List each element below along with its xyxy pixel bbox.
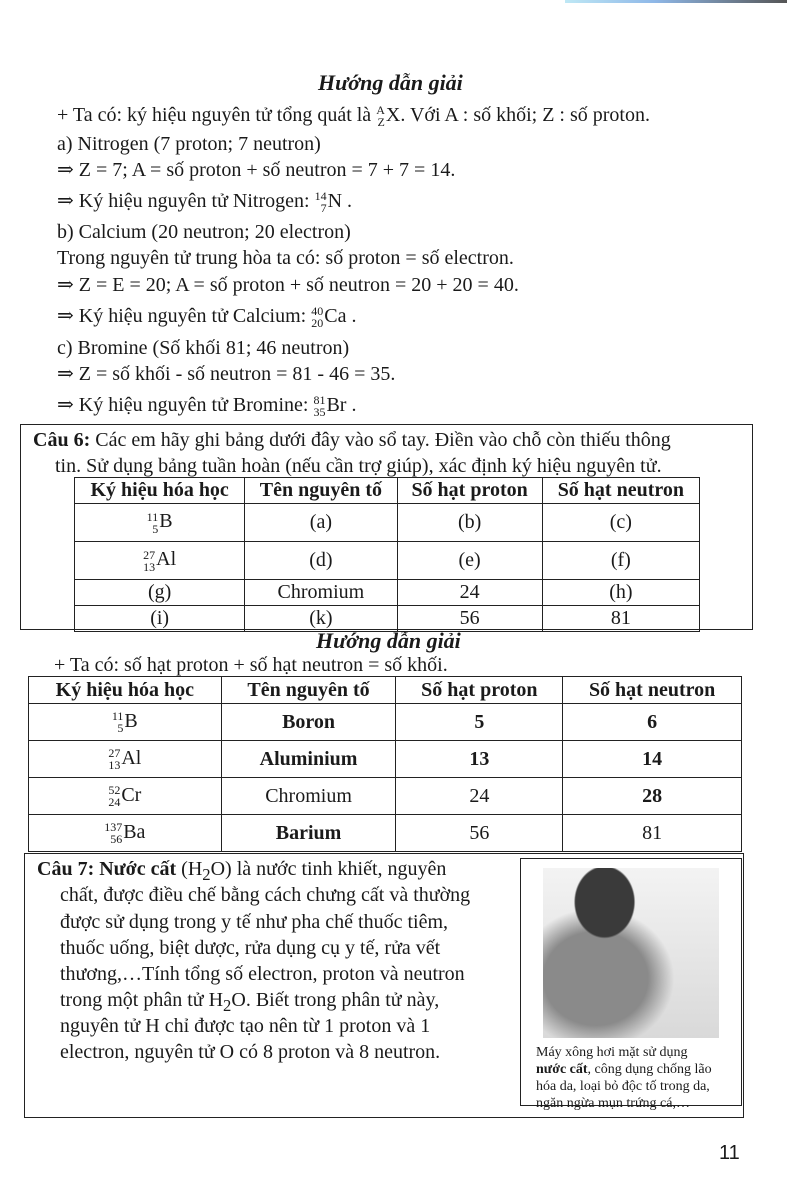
- cell-symbol: 27 13 Al: [29, 741, 222, 778]
- formula-open: (H: [176, 858, 203, 880]
- intro-text-end: . Với A : số khối; Z : số proton.: [400, 104, 650, 126]
- formula-sub: 2: [223, 996, 232, 1015]
- formula-close: O): [210, 858, 232, 880]
- question7-text: O. Biết trong phân tử này,: [231, 989, 440, 1011]
- cell-proton: 56: [397, 606, 542, 632]
- face-steamer-photo: [543, 868, 719, 1038]
- scan-edge-strip: [565, 0, 787, 3]
- part-c-line1: ⇒ Z = số khối - số neutron = 81 - 46 = 35.: [57, 363, 396, 385]
- cell-proton: 24: [396, 778, 563, 815]
- page-number: 11: [719, 1142, 740, 1164]
- part-a-line2: [57, 189, 352, 214]
- part-a-text: ⇒ Ký hiệu nguyên tử Nitrogen:: [57, 190, 315, 212]
- question6-line1: [33, 428, 671, 452]
- header-neutron: Số hạt neutron: [542, 478, 699, 504]
- part-a-line1: ⇒ Z = 7; A = số proton + số neutron = 7 + 7 = 14.: [57, 159, 456, 181]
- isotope-calcium: 40 20: [311, 304, 324, 331]
- cell-symbol: 27 13 Al: [75, 542, 245, 580]
- cell-proton: 13: [396, 741, 563, 778]
- cell-neutron: (c): [542, 504, 699, 542]
- cell-symbol: 11 5 B: [75, 504, 245, 542]
- part-c-text: ⇒ Ký hiệu nguyên tử Bromine:: [57, 394, 314, 416]
- caption-line3: hóa da, loại bỏ độc tố trong da,: [536, 1079, 710, 1094]
- question7-line3: được sử dụng trong y tế như pha chế thuốc tiêm,: [60, 911, 449, 933]
- cell-name: Boron: [221, 704, 396, 741]
- question7-line4: thuốc uống, biệt dược, rửa dụng cụ y tế, rửa vết: [60, 937, 441, 959]
- cell-proton: 5: [396, 704, 563, 741]
- question6-line2: tin. Sử dụng bảng tuần hoàn (nếu cần trợ giúp), xác định ký hiệu nguyên tử.: [55, 455, 662, 477]
- table-row: [75, 580, 700, 606]
- cell-neutron: 14: [563, 741, 742, 778]
- element-br: Br: [326, 394, 347, 416]
- part-b-line1: ⇒ Z = E = 20; A = số proton + số neutron = 20 + 20 = 40.: [57, 274, 519, 296]
- header-neutron: Số hạt neutron: [563, 677, 742, 704]
- question7-line2: chất, được điều chế bằng cách chưng cất và thường: [60, 884, 471, 906]
- answer-table: [28, 676, 742, 852]
- caption-line2: [536, 1061, 712, 1078]
- table-row: [75, 542, 700, 580]
- question6-label: Câu 6:: [33, 429, 91, 451]
- element-ca: Ca: [324, 305, 347, 327]
- cell-name: (a): [245, 504, 397, 542]
- cell-name: (d): [245, 542, 397, 580]
- caption-bold: nước cất: [536, 1062, 588, 1077]
- isotope-nitrogen: 14 7: [314, 189, 327, 216]
- solution-heading-1: Hướng dẫn giải: [318, 70, 463, 95]
- cell-name: Aluminium: [221, 741, 396, 778]
- formula-sub: 2: [202, 865, 211, 884]
- caption-line4: ngăn ngừa mụn trứng cá,…: [536, 1096, 690, 1111]
- period: .: [346, 394, 357, 416]
- question6-table: [74, 477, 700, 632]
- part-b-text: ⇒ Ký hiệu nguyên tử Calcium:: [57, 305, 312, 327]
- cell-symbol: 52 24 Cr: [29, 778, 222, 815]
- table-header-row: [29, 677, 742, 704]
- part-a-title: a) Nitrogen (7 proton; 7 neutron): [57, 133, 321, 155]
- header-name: Tên nguyên tố: [245, 478, 397, 504]
- cell-symbol: (i): [75, 606, 245, 632]
- header-symbol: Ký hiệu hóa học: [75, 478, 245, 504]
- section2-intro: + Ta có: số hạt proton + số hạt neutron = số khối.: [54, 654, 448, 676]
- cell-neutron: 28: [563, 778, 742, 815]
- table-row: [29, 815, 742, 852]
- part-b-line2: [57, 304, 356, 329]
- part-b-line0: Trong nguyên tử trung hòa ta có: số proton = số electron.: [57, 247, 514, 269]
- cell-proton: (b): [397, 504, 542, 542]
- table-row: [29, 704, 742, 741]
- period: .: [342, 190, 353, 212]
- cell-name: Chromium: [245, 580, 397, 606]
- cell-neutron: (f): [542, 542, 699, 580]
- question7-text: là nước tinh khiết, nguyên: [231, 858, 447, 880]
- cell-name: (k): [245, 606, 397, 632]
- question7-line8: electron, nguyên tử O có 8 proton và 8 neutron.: [60, 1041, 441, 1063]
- cell-symbol: 137 56 Ba: [29, 815, 222, 852]
- cell-name: Chromium: [221, 778, 396, 815]
- cell-proton: (e): [397, 542, 542, 580]
- cell-neutron: 6: [563, 704, 742, 741]
- part-b-title: b) Calcium (20 neutron; 20 electron): [57, 221, 351, 243]
- table-header-row: [75, 478, 700, 504]
- table-row: [29, 778, 742, 815]
- element-n: N: [327, 190, 343, 212]
- cell-name: Barium: [221, 815, 396, 852]
- part-c-title: c) Bromine (Số khối 81; 46 neutron): [57, 337, 350, 359]
- solution-heading-2: Hướng dẫn giải: [316, 628, 461, 653]
- isotope-bromine: 81 35: [313, 393, 326, 420]
- part-c-line2: [57, 393, 356, 418]
- isotope-general: A Z: [376, 103, 385, 130]
- cell-proton: 56: [396, 815, 563, 852]
- caption-text: , công dụng chống lão: [587, 1062, 712, 1077]
- cell-neutron: (h): [542, 580, 699, 606]
- question7-text: trong một phân tử H: [60, 989, 224, 1011]
- header-proton: Số hạt proton: [396, 677, 563, 704]
- caption-line1: Máy xông hơi mặt sử dụng: [536, 1045, 688, 1060]
- header-name: Tên nguyên tố: [221, 677, 396, 704]
- table-row: [75, 504, 700, 542]
- cell-proton: 24: [397, 580, 542, 606]
- intro-line: [57, 103, 650, 128]
- element-x: X: [385, 104, 401, 126]
- question7-line5: thương,…Tính tổng số electron, proton và neutron: [60, 963, 465, 985]
- period: .: [346, 305, 357, 327]
- question7-line7: nguyên tử H chỉ được tạo nên từ 1 proton và 1: [60, 1015, 431, 1037]
- intro-text: + Ta có: ký hiệu nguyên tử tổng quát là: [57, 104, 377, 126]
- table-row: [29, 741, 742, 778]
- cell-symbol: (g): [75, 580, 245, 606]
- cell-neutron: 81: [563, 815, 742, 852]
- cell-symbol: 11 5 B: [29, 704, 222, 741]
- question7-label: Câu 7: Nước cất: [37, 858, 177, 880]
- header-symbol: Ký hiệu hóa học: [29, 677, 222, 704]
- header-proton: Số hạt proton: [397, 478, 542, 504]
- cell-neutron: 81: [542, 606, 699, 632]
- question6-text1: Các em hãy ghi bảng dưới đây vào sổ tay. Điền vào chỗ còn thiếu thông: [90, 429, 671, 451]
